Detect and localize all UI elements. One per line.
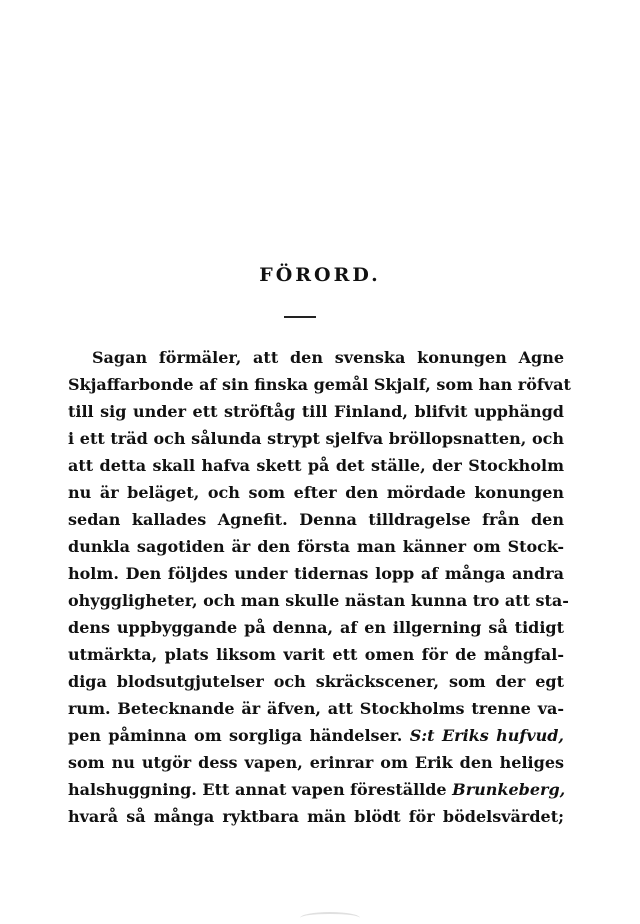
text-line: diga blodsutgjutelser och skräckscener, som der egt [68,672,564,691]
italic-segment: S:t Eriks hufvud, [409,726,565,745]
text-segment: pen påminna om sorgliga händelser. [68,726,410,745]
bleed-through-mark [300,912,360,924]
text-line [68,722,564,749]
text-line: Sagan förmäler, att den svenska konungen Agne [92,348,564,367]
text-line: att detta skall hafva skett på det ställe, der Stockholm [68,456,564,475]
heading-rule [284,316,316,318]
text-line: till sig under ett ströftåg till Finland, blifvit upphängd [68,402,564,421]
text-segment: halshuggning. Ett annat vapen föreställde [68,780,453,799]
text-line: i ett träd och sålunda strypt sjelfva bröllopsnatten, och [68,429,564,448]
italic-segment: Brunkeberg, [452,780,566,799]
text-line: dunkla sagotiden är den första man känner om Stock- [68,537,564,556]
text-line: nu är beläget, och som efter den mördade konungen [68,483,564,502]
text-line: dens uppbyggande på denna, af en illgerning så tidigt [68,618,564,637]
text-line: ohyggligheter, och man skulle nästan kunna tro att sta- [68,591,569,610]
text-line: utmärkta, plats liksom varit ett omen för de mångfal- [68,645,564,664]
text-line: sedan kallades Agnefit. Denna tilldragelse från den [68,510,564,529]
body-text [68,344,571,830]
text-line [68,776,564,803]
text-line: Skjaffarbonde af sin finska gemål Skjalf, som han röfvat [68,375,571,394]
text-line: hvarå så många ryktbara män blödt för bödelsvärdet; [68,807,564,826]
text-line: holm. Den följdes under tidernas lopp af många andra [68,564,564,583]
page-heading: FÖRORD. [259,264,381,286]
text-line: rum. Betecknande är äfven, att Stockholms trenne va- [68,699,564,718]
text-line: som nu utgör dess vapen, erinrar om Erik den heliges [68,753,564,772]
